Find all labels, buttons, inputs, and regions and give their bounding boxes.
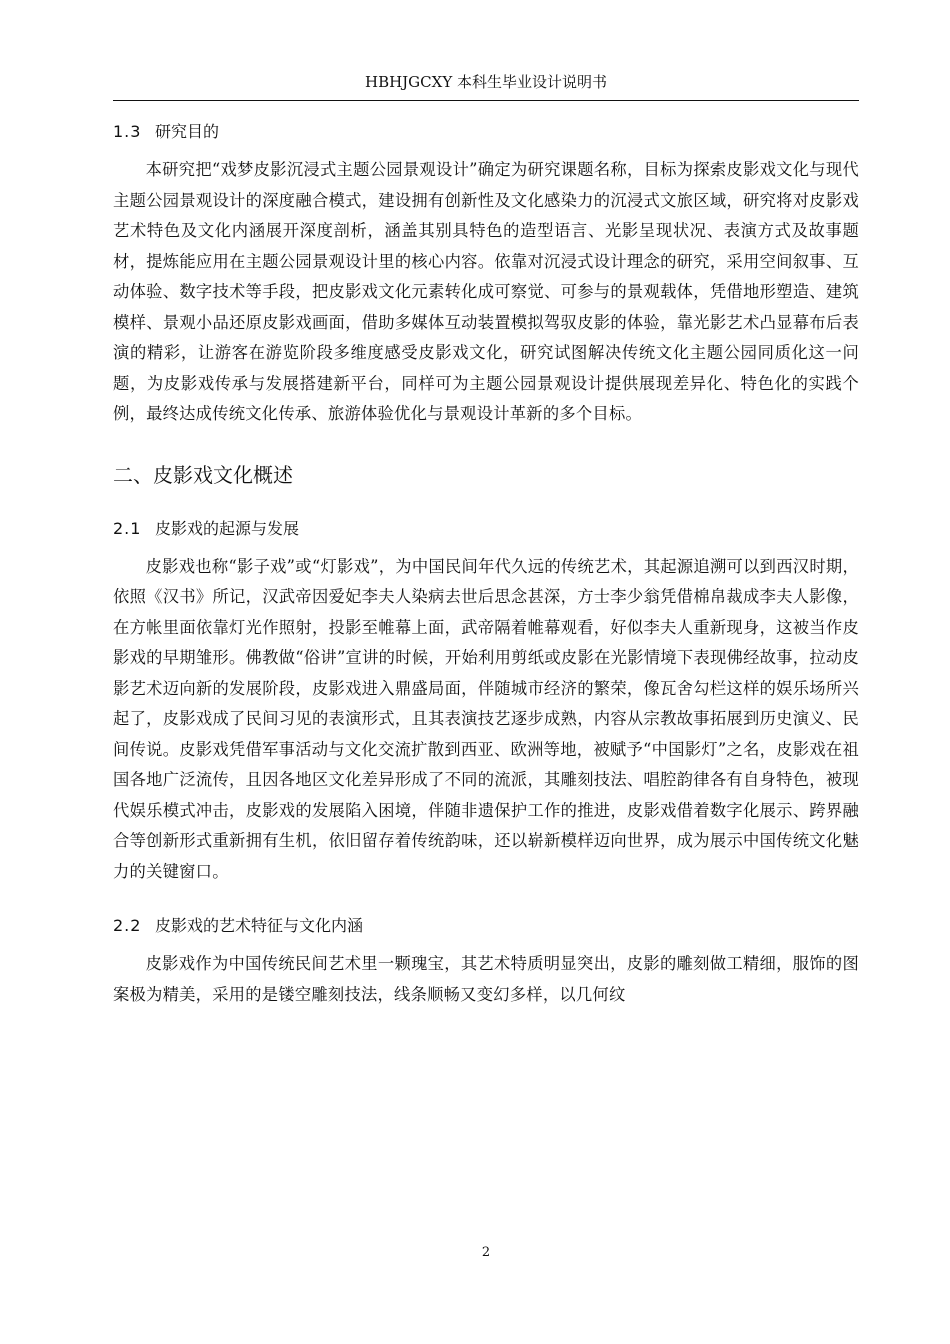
page-header	[113, 70, 859, 94]
section-number: 2.2	[113, 916, 142, 935]
header-title: HBHJGCXY 本科生毕业设计说明书	[364, 73, 607, 91]
section-heading-2-1	[113, 514, 859, 544]
section-number: 2.1	[113, 518, 142, 538]
page-number: 2	[481, 1245, 491, 1260]
section-title: 皮影戏的艺术特征与文化内涵	[155, 916, 364, 935]
chapter-heading-2: 二、皮影戏文化概述	[113, 462, 293, 487]
paragraph-research-purpose: 本研究把“戏梦皮影沉浸式主题公园景观设计”确定为研究课题名称，目标为探索皮影戏文化与现代主题公园景观设计的深度融合模式，建设拥有创新性及文化感染力的沉浸式文旅区域，研究将对皮影戏艺术特色及文化内涵展开深度剖析，涵盖其别具特色的造型语言、光影呈现状况、表演方式及故事题材，提炼能应用在主题公园景观设计里的核心内容。依靠对沉浸式设计理念的研究，采用空间叙事、互动体验、数字技术等手段，把皮影戏文化元素转化成可察觉、可参与的景观载体，凭借地形塑造、建筑模样、景观小品还原皮影戏画面，借助多媒体互动装置模拟驾驭皮影的体验，靠光影艺术凸显幕布后表演的精彩，让游客在游览阶段多维度感受皮影戏文化，研究试图解决传统文化主题公园同质化这一问题，为皮影戏传承与发展搭建新平台，同样可为主题公园景观设计提供展现差异化、特色化的实践个例，最终达成传统文化传承、旅游体验优化与景观设计革新的多个目标。	[113, 160, 859, 423]
header-divider	[113, 100, 859, 101]
section-title: 研究目的	[155, 122, 220, 141]
paragraph-artistic-features: 皮影戏作为中国传统民间艺术里一颗瑰宝，其艺术特质明显突出，皮影的雕刻做工精细，服饰的图案极为精美，采用的是镂空雕刻技法，线条顺畅又变幻多样，以几何纹	[113, 954, 859, 1004]
section-heading-1-3	[113, 117, 859, 147]
section-number: 1.3	[113, 122, 142, 141]
page-footer	[113, 1244, 859, 1262]
paragraph-origin-development: 皮影戏也称“影子戏”或“灯影戏”，为中国民间年代久远的传统艺术，其起源追溯可以到西汉时期，依照《汉书》所记，汉武帝因爱妃李夫人染病去世后思念甚深，方士李少翁凭借棉帛裁成李夫人影像，在方帐里面依靠灯光作照射，投影至帷幕上面，武帝隔着帷幕观看，好似李夫人重新现身，这被当作皮影戏的早期雏形。佛教做“俗讲”宣讲的时候，开始利用剪纸或皮影在光影情境下表现佛经故事，拉动皮影艺术迈向新的发展阶段，皮影戏进入鼎盛局面，伴随城市经济的繁荣，像瓦舍勾栏这样的娱乐场所兴起了，皮影戏成了民间习见的表演形式，且其表演技艺逐步成熟，内容从宗教故事拓展到历史演义、民间传说。皮影戏凭借军事活动与文化交流扩散到西亚、欧洲等地，被赋予“中国影灯”之名，皮影戏在祖国各地广泛流传，且因各地区文化差异形成了不同的流派，其雕刻技法、唱腔韵律各有自身特色，被现代娱乐模式冲击，皮影戏的发展陷入困境，伴随非遗保护工作的推进，皮影戏借着数字化展示、跨界融合等创新形式重新拥有生机，依旧留存着传统韵味，还以崭新模样迈向世界，成为展示中国传统文化魅力的关键窗口。	[113, 556, 859, 881]
section-heading-2-2	[113, 911, 859, 941]
document-body	[113, 117, 859, 1010]
section-title: 皮影戏的起源与发展	[155, 518, 300, 538]
